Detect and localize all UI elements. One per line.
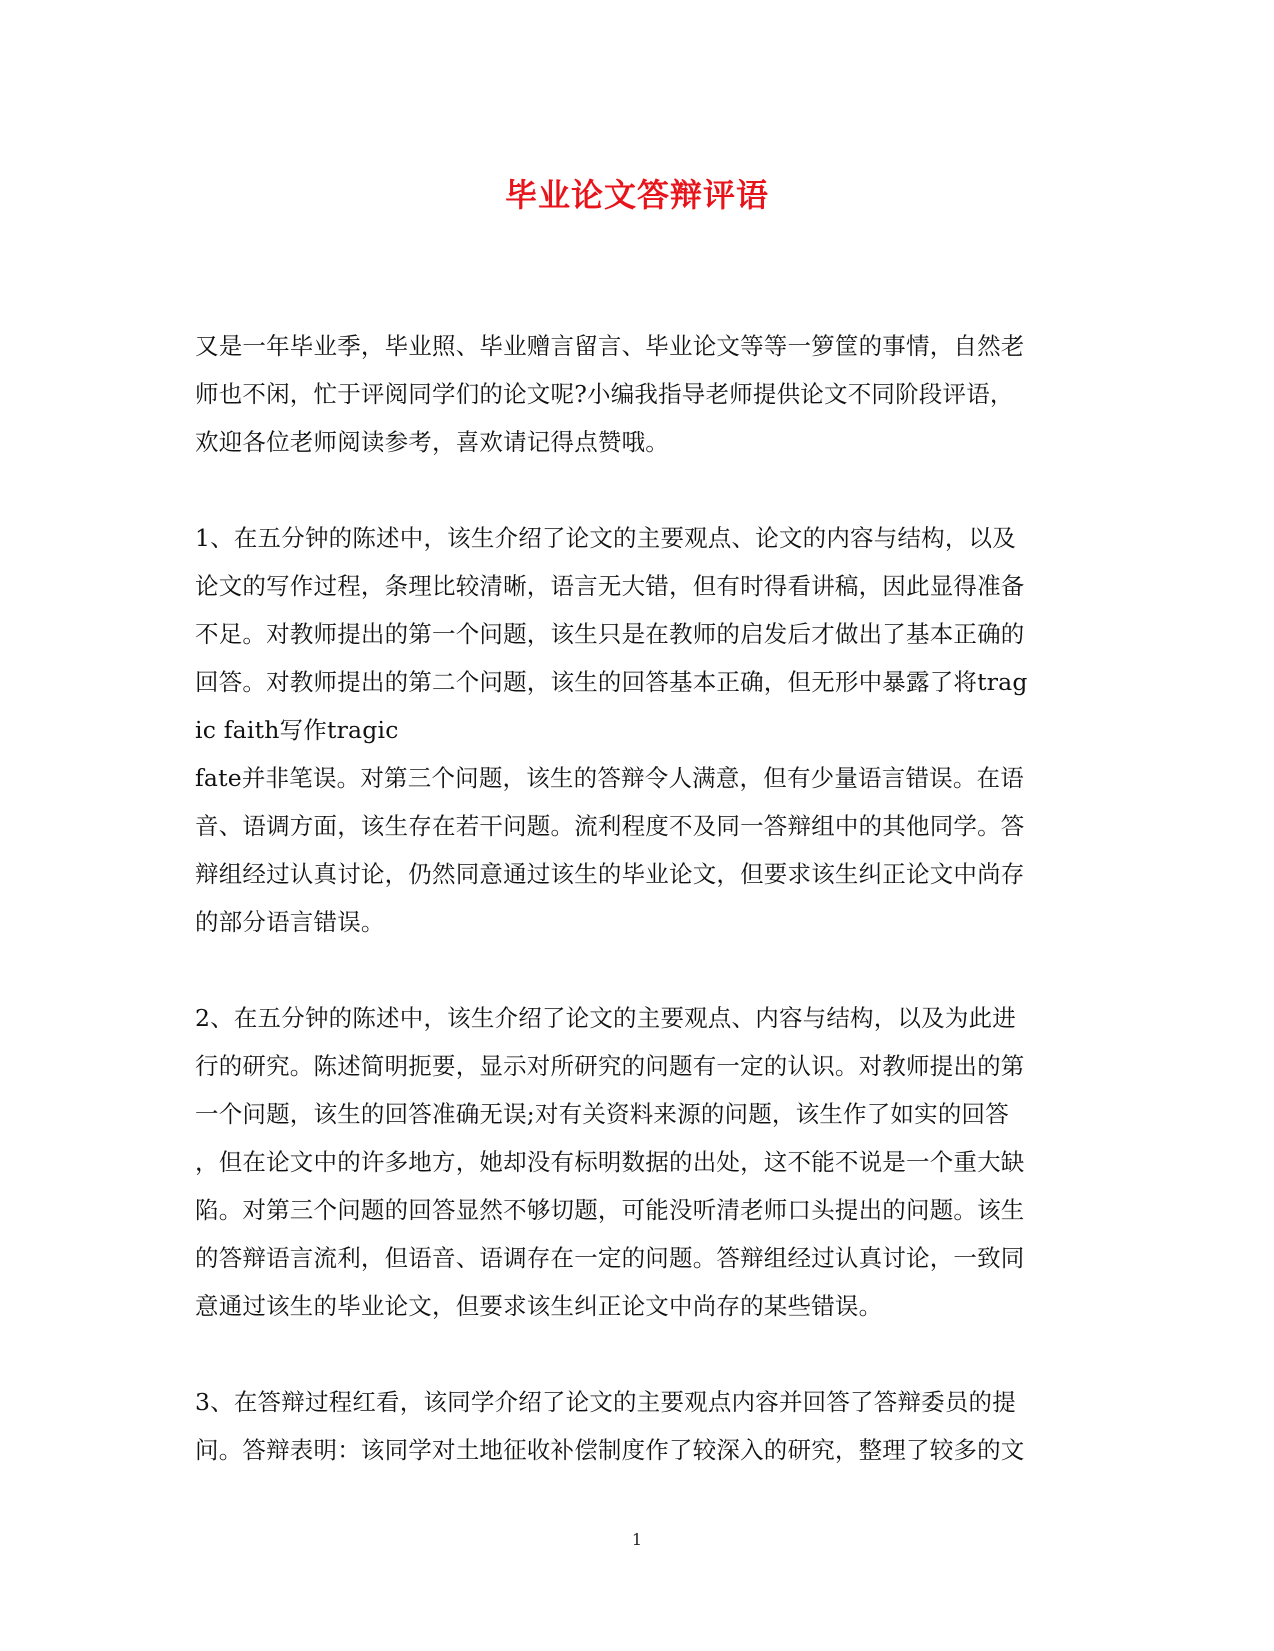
paragraph-intro	[195, 322, 1075, 466]
paragraph-gap	[195, 1330, 1075, 1378]
paragraph-item-2	[195, 994, 1075, 1330]
paragraph-line: 3、在答辩过程红看，该同学介绍了论文的主要观点内容并回答了答辩委员的提	[195, 1388, 1016, 1416]
paragraph-line: 1、在五分钟的陈述中，该生介绍了论文的主要观点、论文的内容与结构，以及	[195, 524, 1016, 552]
document-title: 毕业论文答辩评语	[504, 176, 769, 214]
paragraph-line: 问。答辩表明：该同学对土地征收补偿制度作了较深入的研究，整理了较多的文	[195, 1436, 1025, 1464]
paragraph-line: 2、在五分钟的陈述中，该生介绍了论文的主要观点、内容与结构，以及为此进	[195, 1004, 1016, 1032]
paragraph-line: 不足。对教师提出的第一个问题，该生只是在教师的启发后才做出了基本正确的	[195, 620, 1025, 648]
paragraph-gap	[195, 946, 1075, 994]
paragraph-line: 的答辩语言流利，但语音、语调存在一定的问题。答辩组经过认真讨论，一致同	[195, 1244, 1025, 1272]
page-number: 1	[631, 1530, 643, 1549]
paragraph-line: 师也不闲，忙于评阅同学们的论文呢?小编我指导老师提供论文不同阶段评语，	[195, 380, 1014, 408]
paragraph-line: 论文的写作过程，条理比较清晰，语言无大错，但有时得看讲稿，因此显得准备	[195, 572, 1025, 600]
paragraph-line: 欢迎各位老师阅读参考，喜欢请记得点赞哦。	[195, 428, 669, 456]
paragraph-line: 的部分语言错误。	[195, 908, 385, 936]
paragraph-item-3	[195, 1378, 1075, 1474]
paragraph-line: 回答。对教师提出的第二个问题，该生的回答基本正确，但无形中暴露了将trag	[195, 668, 1028, 696]
paragraph-line: 一个问题，该生的回答准确无误;对有关资料来源的问题，该生作了如实的回答	[195, 1100, 1009, 1128]
paragraph-line: 行的研究。陈述简明扼要，显示对所研究的问题有一定的认识。对教师提出的第	[195, 1052, 1025, 1080]
paragraph-line: 又是一年毕业季，毕业照、毕业赠言留言、毕业论文等等一箩筐的事情，自然老	[195, 332, 1025, 360]
paragraph-line: 意通过该生的毕业论文，但要求该生纠正论文中尚存的某些错误。	[195, 1292, 883, 1320]
paragraph-item-1	[195, 514, 1075, 946]
paragraph-line: 音、语调方面，该生存在若干问题。流利程度不及同一答辩组中的其他同学。答	[195, 812, 1025, 840]
paragraph-line: 陷。对第三个问题的回答显然不够切题，可能没听清老师口头提出的问题。该生	[195, 1196, 1025, 1224]
paragraph-line: fate并非笔误。对第三个问题，该生的答辩令人满意，但有少量语言错误。在语	[195, 764, 1024, 792]
paragraph-line: 辩组经过认真讨论，仍然同意通过该生的毕业论文，但要求该生纠正论文中尚存	[195, 860, 1025, 888]
paragraph-gap	[195, 466, 1075, 514]
paragraph-line: ，但在论文中的许多地方，她却没有标明数据的出处，这不能不说是一个重大缺	[195, 1148, 1025, 1176]
document-body	[195, 322, 1075, 1474]
paragraph-line: ic faith写作tragic	[195, 716, 399, 744]
